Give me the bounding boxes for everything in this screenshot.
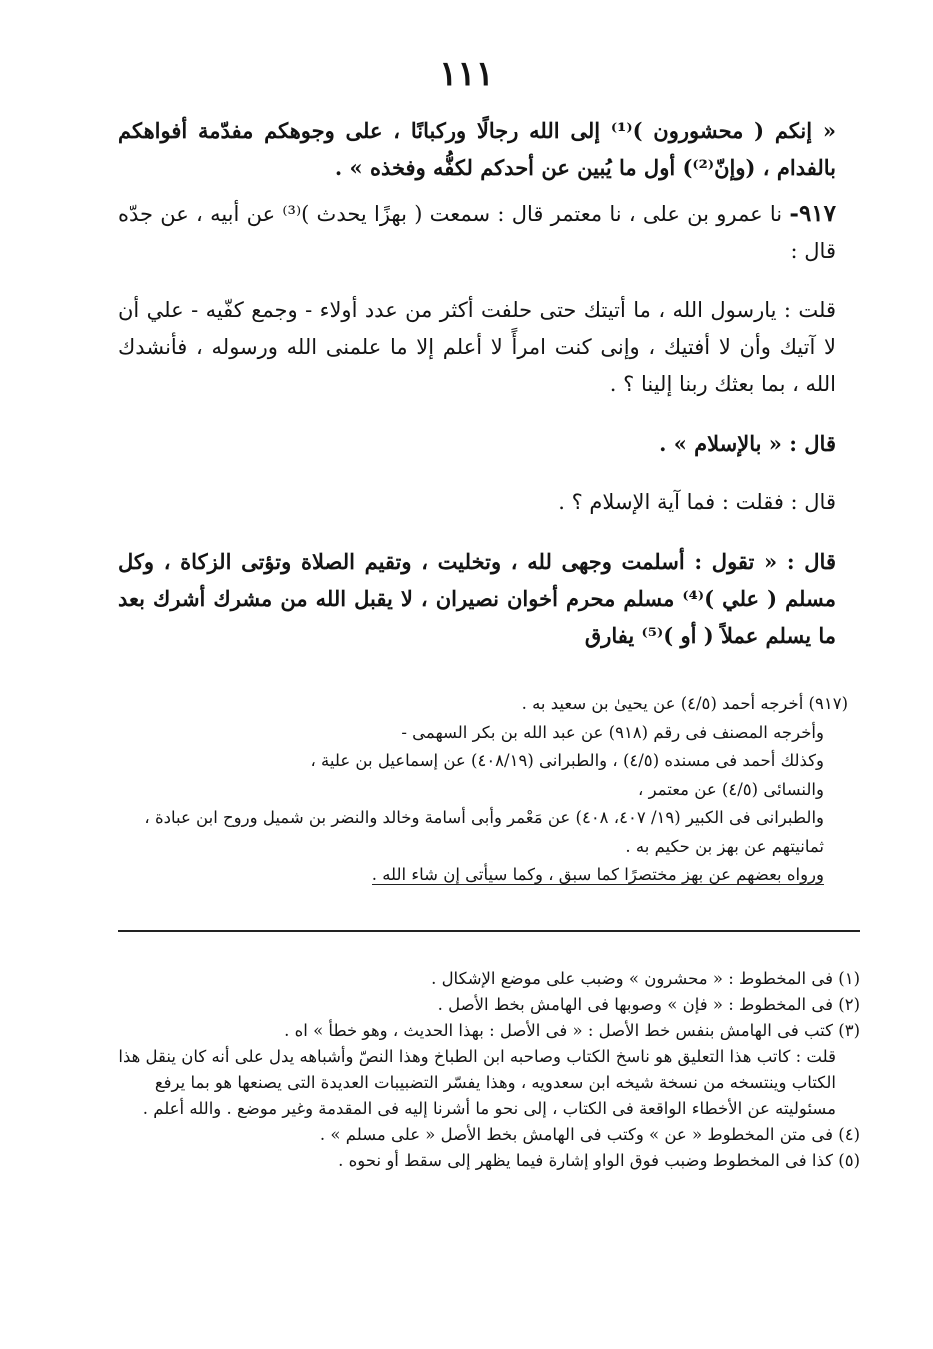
- footnote-3-continuation: قلت : كاتب هذا التعليق هو ناسخ الكتاب وصاحبه ابن الطباخ وهذا النصّ وأشباهه يدل على أنه كان ينقل هذا الكتاب وينتسخه من نسخة شيخه ابن سعدويه ، وهذا يفسّر التضبيبات العديدة التى يصنعها هو بما يرفع مسئوليته عن الأخطاء الواقعة فى الكتاب ، إلى نحو ما أشرنا إليه فى المقدمة وغير موضع . والله أعلم .: [118, 1047, 836, 1118]
- hadith-number: ٩١٧-: [789, 200, 836, 227]
- question-sign: قال : فقلت : فما آية الإسلام ؟ .: [558, 490, 836, 514]
- footnote-divider: [118, 930, 860, 932]
- answer-islam: قال : « بالإسلام » .: [659, 431, 836, 456]
- takhrij-last-text: ورواه بعضهم عن بهز مختصرًا كما سبق ، وكما سيأتى إن شاء الله .: [371, 865, 824, 884]
- footnote-5: (٥) كذا فى المخطوط وضبب فوق الواو إشارة فيما يظهر إلى سقط أو نحوه .: [338, 1151, 860, 1170]
- takhrij-line: والطبرانى فى الكبير (١٩/ ٤٠٧، ٤٠٨) عن مَعْمر وأبى أسامة وخالد والنضر بن شميل وروح ابن عبادة ، ثمانيتهم عن بهز بن حكيم به .: [144, 808, 824, 856]
- takhrij-line: والنسائى (٤/٥) عن معتمر ،: [638, 779, 824, 799]
- takhrij-line: وأخرجه المصنف فى رقم (٩١٨) عن عبد الله بن بكر السهمى -: [401, 722, 824, 742]
- page-number: ١١١: [439, 54, 494, 94]
- isnad-text: نا عمرو بن على ، نا معتمر قال : سمعت ( بهزًا يحدث )⁽³⁾ عن أبيه ، عن جدّه قال :: [118, 202, 836, 263]
- hadith-917-isnad: [118, 195, 836, 270]
- footnotes-section: [118, 966, 860, 1174]
- hadith-text-end: « إنكم ( محشورون )⁽¹⁾ إلى الله رجالًا وركبانًا ، على وجوهكم مفدّمة أفواهكم بالفدام ، (وإنّ⁽²⁾) أول ما يُبين عن أحدكم لكفُّه وفخذه » .: [118, 118, 837, 180]
- answer-paragraph: قال : « تقول : أسلمت وجهى لله ، وتخليت ، وتقيم الصلاة وتؤتى الزكاة ، وكل مسلم ( علي )⁽⁴⁾ مسلم محرم أخوان نصيران ، لا يقبل الله من مشرك أشرك بعد ما يسلم عملاً ( أو )⁽⁵⁾ يفارق: [118, 549, 836, 648]
- question-paragraph: قلت : يارسول الله ، ما أتيتك حتى حلفت أكثر من عدد أولاء - وجمع كفّيه - علي أن لا آتيك وأن لا أفتيك ، وإنى كنت امرأً لا أعلم إلا ما علمنى الله ورسوله ، فأنشدك الله ، بما بعثك ربنا إلينا ؟ .: [118, 298, 836, 396]
- takhrij-line: (٩١٧) أخرجه أحمد (٤/٥) عن يحيىٰ بن سعيد به .: [521, 694, 848, 713]
- footnote-2: (٢) فى المخطوط : « فإن » وصوبها فى الهامش بخط الأصل .: [437, 995, 860, 1014]
- takhrij-line-last: [118, 861, 848, 890]
- footnote-1: (١) فى المخطوط : « محشرون » وضبب على موضع الإشكال .: [431, 969, 860, 988]
- main-text: [118, 112, 836, 654]
- footnote-3: (٣) كتب فى الهامش بنفس خط الأصل : « فى الأصل : بهذا الحديث ، وهو خطأ » اه .: [284, 1021, 860, 1040]
- takhrij-line: وكذلك أحمد فى مسنده (٤/٥) ، والطبرانى (٤٠٨/١٩) عن إسماعيل بن علية ،: [310, 751, 824, 770]
- footnote-4: (٤) فى متن المخطوط « عن » وكتب فى الهامش بخط الأصل « على مسلم » .: [319, 1125, 860, 1144]
- takhrij-section: [118, 690, 848, 890]
